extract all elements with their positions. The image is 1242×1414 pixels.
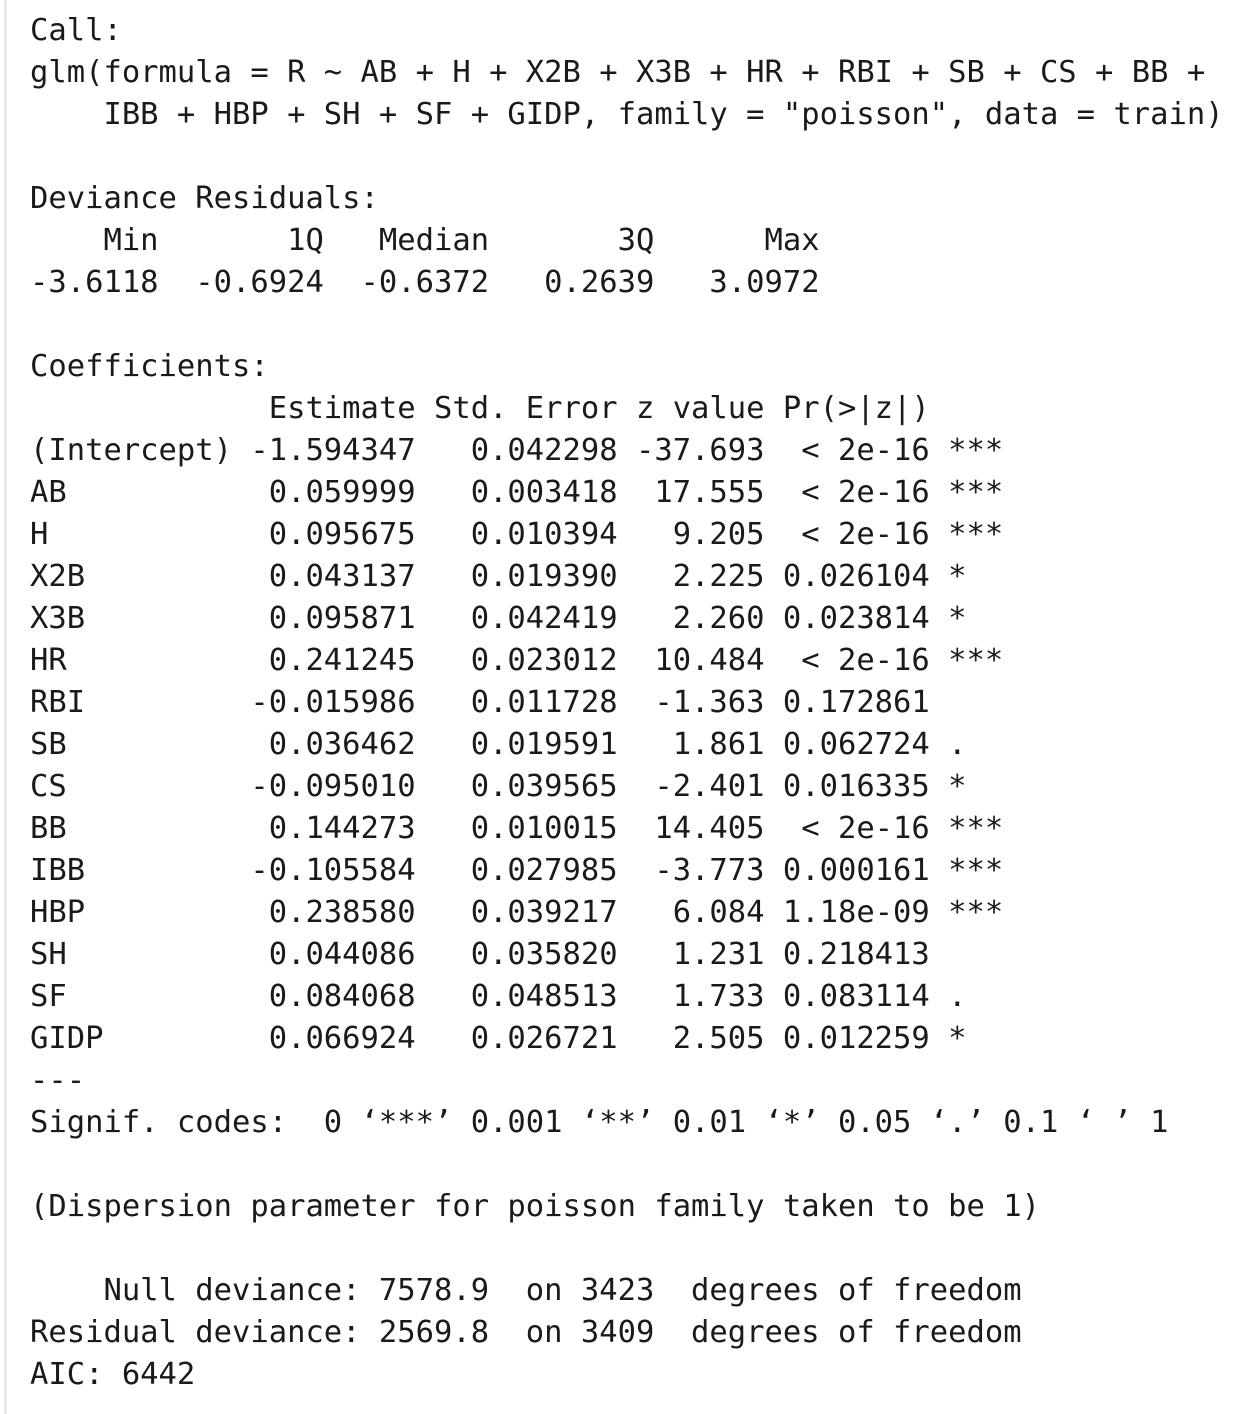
coefficient-row-ibb: IBB -0.105584 0.027985 -3.773 0.000161 *** bbox=[30, 853, 1004, 888]
coefficient-row-sb: SB 0.036462 0.019591 1.861 0.062724 . bbox=[30, 727, 1004, 762]
coefficient-row-sf: SF 0.084068 0.048513 1.733 0.083114 . bbox=[30, 979, 1004, 1014]
coefficient-row-hr: HR 0.241245 0.023012 10.484 < 2e-16 *** bbox=[30, 643, 1004, 678]
coefficient-row-bb: BB 0.144273 0.010015 14.405 < 2e-16 *** bbox=[30, 811, 1004, 846]
deviance-residuals-values: -3.6118 -0.6924 -0.6372 0.2639 3.0972 bbox=[30, 265, 857, 300]
coefficient-row-intercept: (Intercept) -1.594347 0.042298 -37.693 < 2e-16 *** bbox=[30, 433, 1004, 468]
coefficient-row-sh: SH 0.044086 0.035820 1.231 0.218413 bbox=[30, 937, 1004, 972]
blank-line bbox=[30, 136, 1230, 178]
signif-codes: Signif. codes: 0 ‘***’ 0.001 ‘**’ 0.01 ‘*’ 0.05 ‘.’ 0.1 ‘ ’ 1 bbox=[30, 1105, 1169, 1140]
left-border bbox=[4, 0, 7, 1414]
call-header: Call: bbox=[30, 13, 122, 48]
coefficient-row-x3b: X3B 0.095871 0.042419 2.260 0.023814 * bbox=[30, 601, 1004, 636]
r-console-output bbox=[30, 10, 1230, 1396]
blank-line bbox=[30, 304, 1230, 346]
coefficient-row-ab: AB 0.059999 0.003418 17.555 < 2e-16 *** bbox=[30, 475, 1004, 510]
separator-dashes: --- bbox=[30, 1063, 86, 1098]
coefficient-row-rbi: RBI -0.015986 0.011728 -1.363 0.172861 bbox=[30, 685, 1004, 720]
deviance-residuals-labels: Min 1Q Median 3Q Max bbox=[30, 223, 857, 258]
coefficient-row-cs: CS -0.095010 0.039565 -2.401 0.016335 * bbox=[30, 769, 1004, 804]
coefficient-row-x2b: X2B 0.043137 0.019390 2.225 0.026104 * bbox=[30, 559, 1004, 594]
coefficient-row-h: H 0.095675 0.010394 9.205 < 2e-16 *** bbox=[30, 517, 1004, 552]
coefficients-column-headers: Estimate Std. Error z value Pr(>|z|) bbox=[30, 391, 1004, 426]
dispersion-note: (Dispersion parameter for poisson family taken to be 1) bbox=[30, 1189, 1040, 1224]
coefficients-header: Coefficients: bbox=[30, 349, 269, 384]
blank-line bbox=[30, 1228, 1230, 1270]
coefficient-row-hbp: HBP 0.238580 0.039217 6.084 1.18e-09 *** bbox=[30, 895, 1004, 930]
null-deviance: Null deviance: 7578.9 on 3423 degrees of freedom bbox=[30, 1273, 1022, 1308]
coefficient-row-gidp: GIDP 0.066924 0.026721 2.505 0.012259 * bbox=[30, 1021, 1004, 1056]
call-formula-line-1: glm(formula = R ~ AB + H + X2B + X3B + HR + RBI + SB + CS + BB + bbox=[30, 55, 1224, 90]
residual-deviance: Residual deviance: 2569.8 on 3409 degrees of freedom bbox=[30, 1315, 1022, 1350]
blank-line bbox=[30, 1144, 1230, 1186]
aic: AIC: 6442 bbox=[30, 1357, 196, 1392]
call-formula-line-2: IBB + HBP + SH + SF + GIDP, family = "poisson", data = train) bbox=[30, 97, 1224, 132]
deviance-residuals-header: Deviance Residuals: bbox=[30, 181, 398, 216]
